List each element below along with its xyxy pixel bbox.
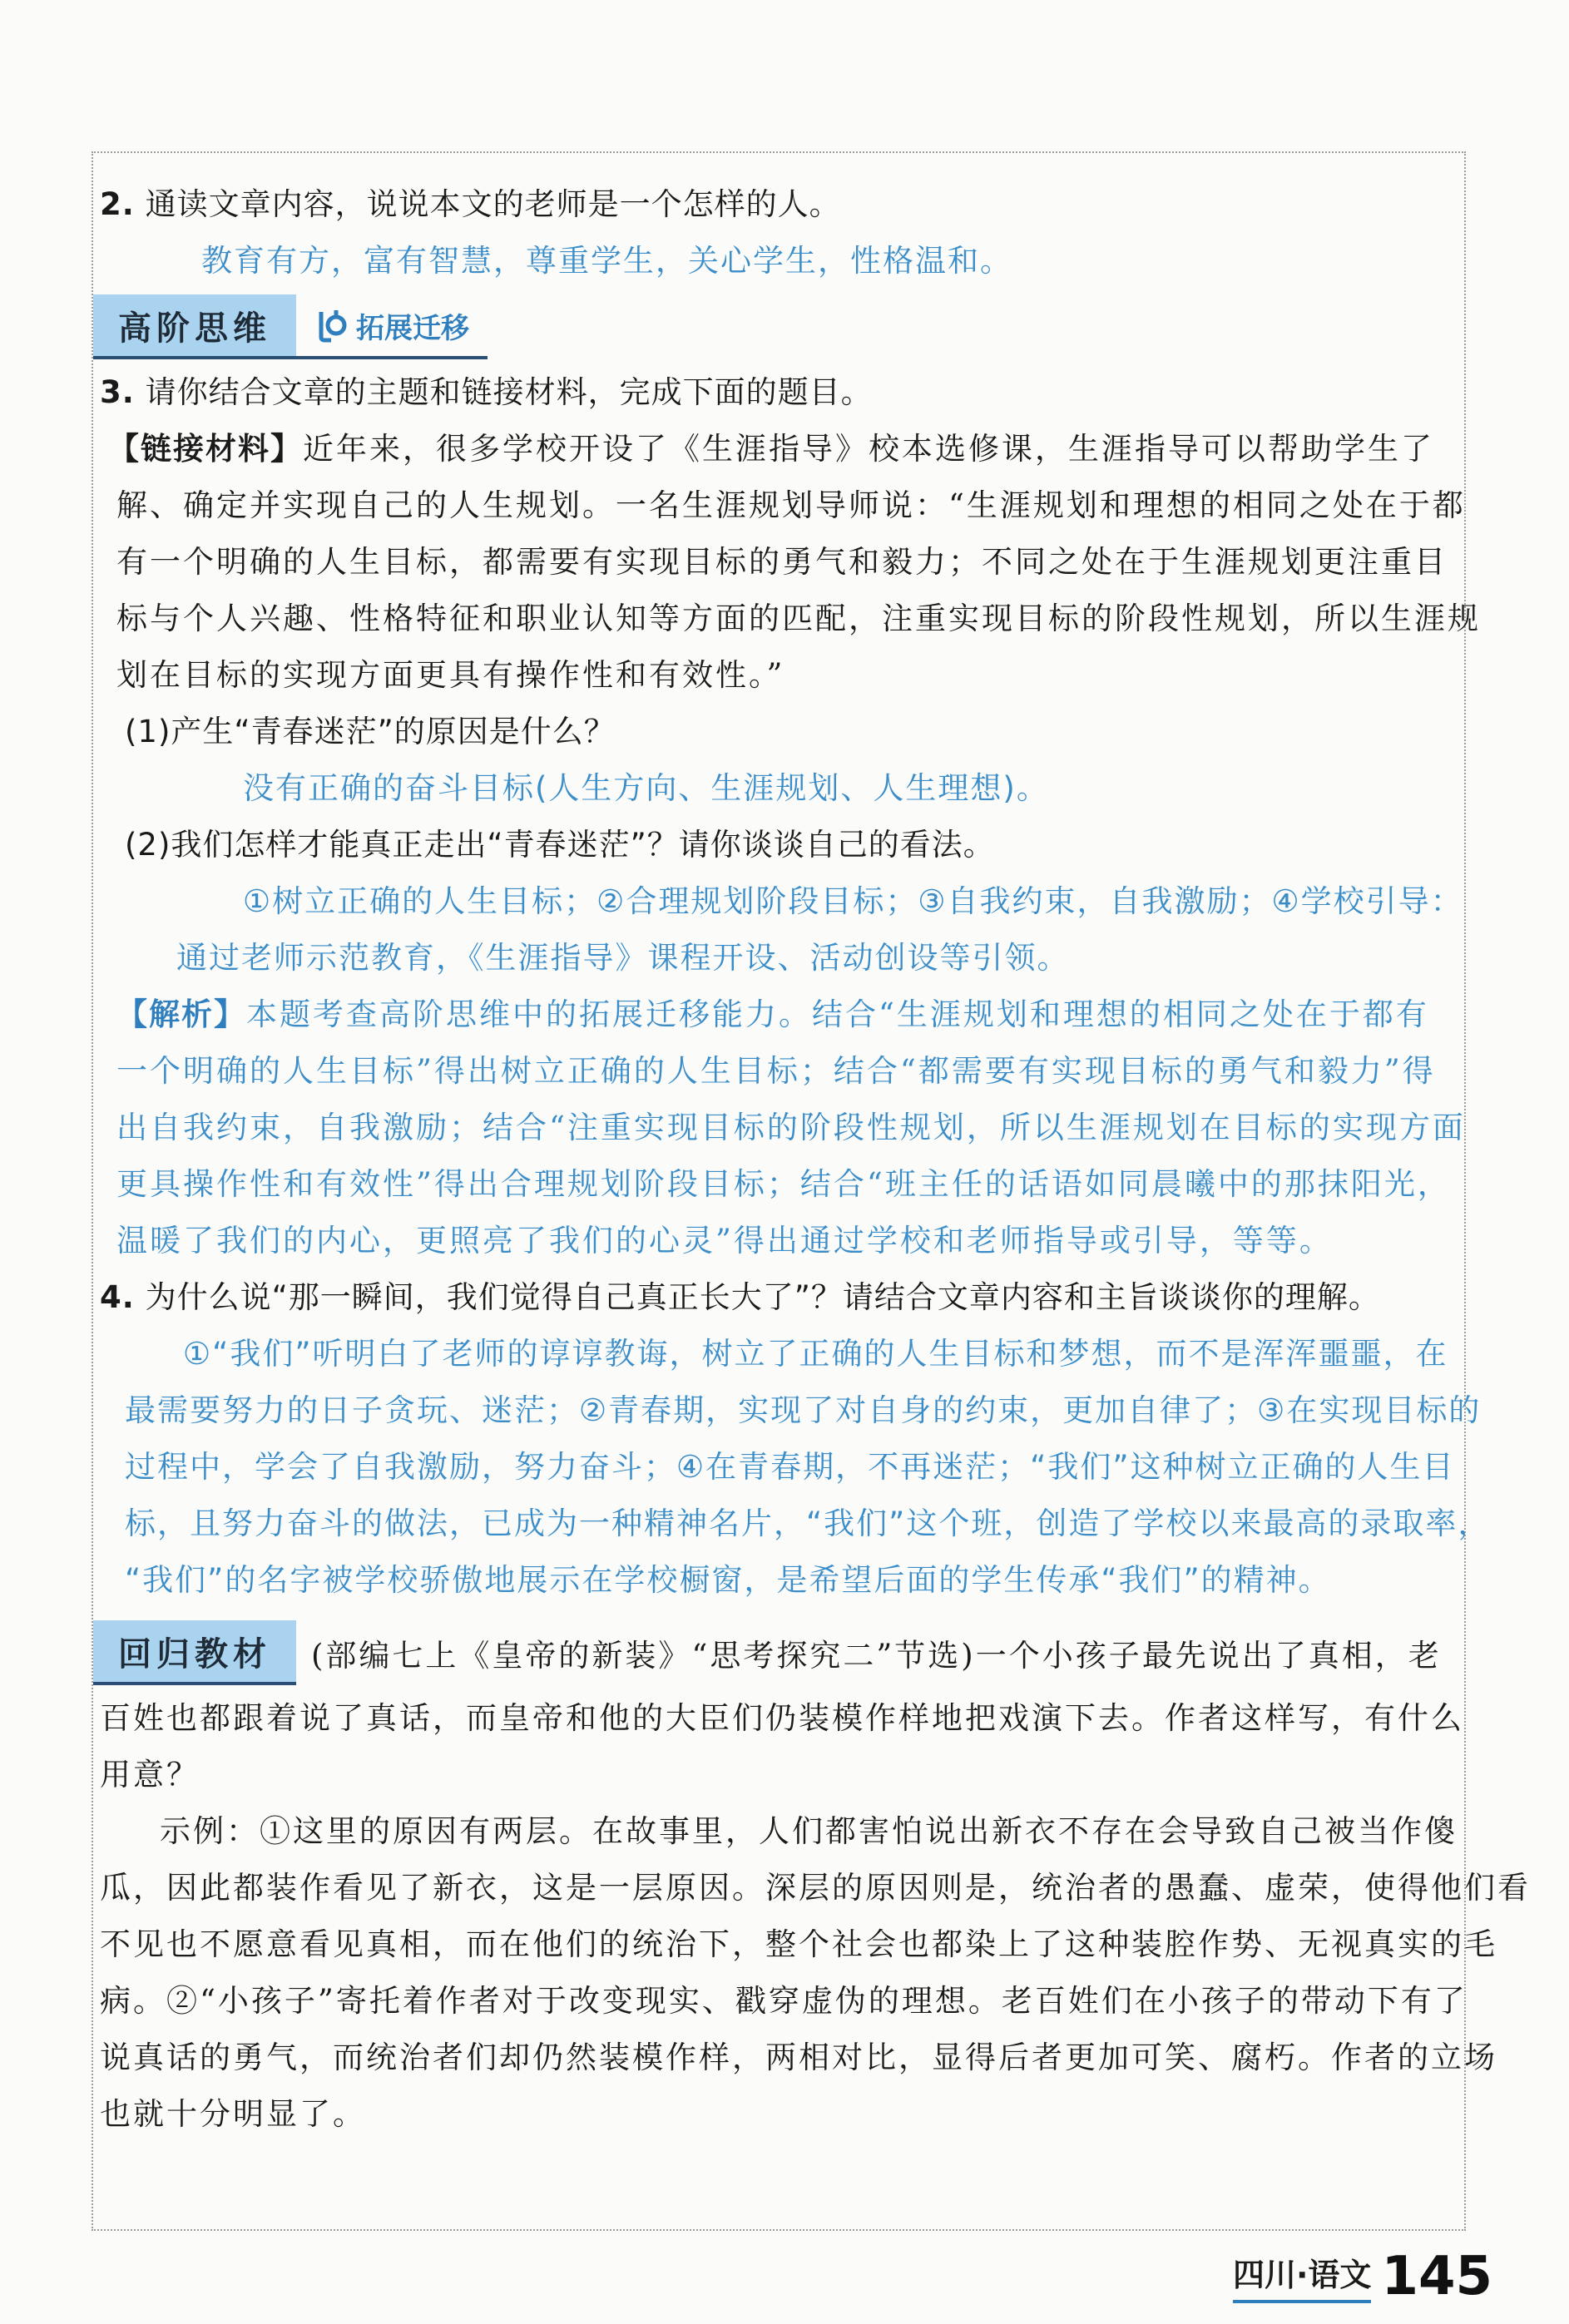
answer-4-line: 标，且努力奋斗的做法，已成为一种精神名片，“我们”这个班，创造了学校以来最高的录取率， [125, 1506, 1491, 1541]
question-3 [100, 364, 1464, 421]
analysis-line: 出自我约束，自我激励；结合“注重实现目标的阶段性规划，所以生涯规划在目标的实现方面 [116, 1110, 1466, 1145]
material-line: 解、确定并实现自己的人生规划。一名生涯规划导师说：“生涯规划和理想的相同之处在于都 [116, 487, 1466, 523]
return-question-line: 百姓也都跟着说了真话，而皇帝和他的大臣们仍装模作样地把戏演下去。作者这样写，有什么 [100, 1700, 1464, 1736]
section-title: 高阶思维 [93, 294, 296, 359]
return-question-first-line: (部编七上《皇帝的新装》“思考探究二”节选)一个小孩子最先说出了真相，老 [311, 1638, 1442, 1674]
answer-4-line: 过程中，学会了自我激励，努力奋斗；④在青春期，不再迷茫；“我们”这种树立正确的人生目 [125, 1449, 1455, 1485]
analysis-text: 本题考查高阶思维中的拓展迁移能力。结合“生涯规划和理想的相同之处在于都有 [246, 996, 1429, 1032]
material-line: 划在目标的实现方面更具有操作性和有效性。” [116, 657, 785, 693]
analysis-tag: 【解析】 [116, 996, 246, 1032]
sub-answer-2-line: ①树立正确的人生目标；②合理规划阶段目标；③自我约束，自我激励；④学校引导： [243, 883, 1463, 919]
material-line-1 [100, 421, 1464, 477]
section-banner-return [93, 1620, 1464, 1685]
question-text: 请你结合文章的主题和链接材料，完成下面的题目。 [145, 374, 873, 410]
example-line: 说真话的勇气，而统治者们却仍然装模作样，两相对比，显得后者更加可笑、腐朽。作者的立场 [100, 2040, 1497, 2075]
mind-icon [314, 307, 348, 344]
sub-question-1: (1)产生“青春迷茫”的原因是什么？ [125, 714, 616, 749]
analysis-line-1 [100, 986, 1464, 1043]
example-line: 也就十分明显了。 [100, 2096, 366, 2132]
analysis-line: 更具操作性和有效性”得出合理规划阶段目标；结合“班主任的话语如同晨曦中的那抹阳光， [116, 1166, 1451, 1202]
analysis-line: 温暖了我们的内心，更照亮了我们的心灵”得出通过学校和老师指导或引导，等等。 [116, 1223, 1333, 1258]
question-number: 3. [100, 374, 135, 410]
section-banner-high-order [93, 294, 1464, 359]
answer-4-line: ①“我们”听明白了老师的谆谆教诲，树立了正确的人生目标和梦想，而不是浑浑噩噩，在 [183, 1336, 1448, 1372]
question-2 [100, 176, 1464, 233]
example-line: 病。②“小孩子”寄托着作者对于改变现实、戳穿虚伪的理想。老百姓们在小孩子的带动下有了 [100, 1983, 1468, 2019]
question-4 [100, 1269, 1464, 1326]
sub-question-2: (2)我们怎样才能真正走出“青春迷茫”？请你谈谈自己的看法。 [125, 827, 995, 863]
section-title: 回归教材 [93, 1620, 296, 1685]
question-text: 通读文章内容，说说本文的老师是一个怎样的人。 [145, 186, 841, 222]
footer-label: 四川·语文 [1233, 2249, 1371, 2303]
example-line: 瓜，因此都装作看见了新衣，这是一层原因。深层的原因则是，统治者的愚蠢、虚荣，使得他们看 [100, 1870, 1531, 1906]
section-subtitle-text: 拓展迁移 [356, 311, 469, 345]
answer-2: 教育有方，富有智慧，尊重学生，关心学生，性格温和。 [201, 243, 1012, 279]
question-number: 4. [100, 1279, 135, 1315]
sub-answer-2-line: 通过老师示范教育，《生涯指导》课程开设、活动创设等引领。 [176, 940, 1070, 976]
answer-4-line: “我们”的名字被学校骄傲地展示在学校橱窗，是希望后面的学生传承“我们”的精神。 [125, 1562, 1331, 1598]
page-footer [1233, 2246, 1493, 2307]
material-line: 有一个明确的人生目标，都需要有实现目标的勇气和毅力；不同之处在于生涯规划更注重目 [116, 544, 1448, 580]
return-question-line: 用意？ [100, 1757, 200, 1792]
example-line: 示例：①这里的原因有两层。在故事里，人们都害怕说出新衣不存在会导致自己被当作傻 [160, 1813, 1458, 1849]
material-tag: 【链接材料】 [108, 431, 303, 467]
analysis-line: 一个明确的人生目标”得出树立正确的人生目标；结合“都需要有实现目标的勇气和毅力”得 [116, 1053, 1436, 1089]
page-number: 145 [1381, 2246, 1493, 2307]
answer-4-line: 最需要努力的日子贪玩、迷茫；②青春期，实现了对自身的约束，更加自律了；③在实现目标的 [125, 1392, 1482, 1428]
question-number: 2. [100, 186, 135, 222]
sub-answer-1: 没有正确的奋斗目标(人生方向、生涯规划、人生理想)。 [243, 770, 1049, 806]
page-content [100, 176, 1531, 2143]
example-line: 不见也不愿意看见真相，而在他们的统治下，整个社会也都染上了这种装腔作势、无视真实的毛 [100, 1926, 1497, 1962]
section-subtitle [296, 294, 488, 359]
question-text: 为什么说“那一瞬间，我们觉得自己真正长大了”？请结合文章内容和主旨谈谈你的理解。 [145, 1279, 1380, 1315]
material-text: 近年来，很多学校开设了《生涯指导》校本选修课，生涯指导可以帮助学生了 [303, 431, 1434, 467]
material-line: 标与个人兴趣、性格特征和职业认知等方面的匹配，注重实现目标的阶段性规划，所以生涯规 [116, 601, 1481, 636]
